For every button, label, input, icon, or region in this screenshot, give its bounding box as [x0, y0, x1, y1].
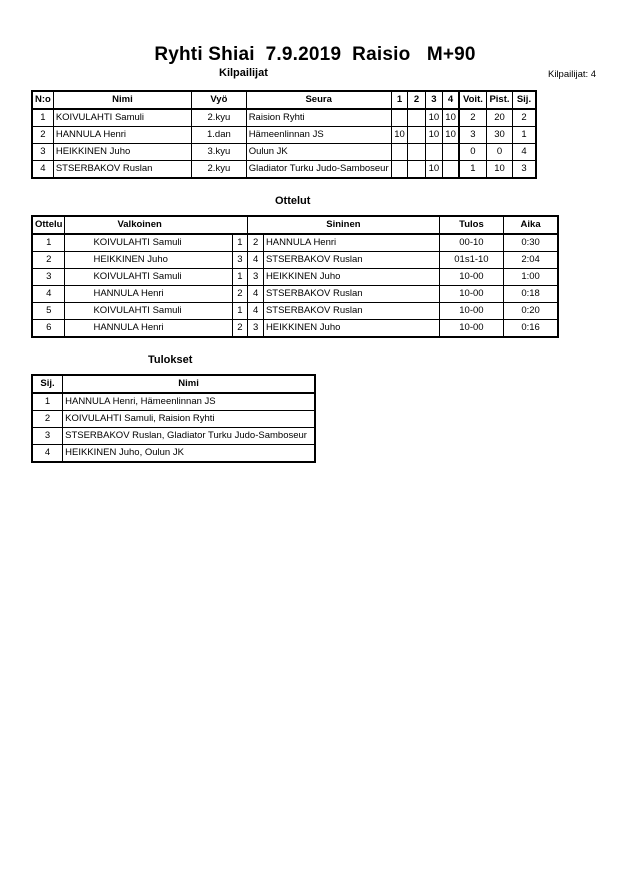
- match-no: 2: [32, 252, 65, 269]
- competitor-no: 4: [32, 161, 53, 179]
- competitor-r3: 10: [425, 109, 443, 127]
- match-white-no: 2: [232, 320, 248, 338]
- competitor-r4: 10: [443, 127, 459, 144]
- competitor-name: STSERBAKOV Ruslan: [53, 161, 191, 179]
- result-place: 3: [32, 428, 63, 445]
- col-header-r3: 3: [425, 91, 443, 109]
- match-blue: STSERBAKOV Ruslan: [263, 252, 439, 269]
- match-white-no: 2: [232, 286, 248, 303]
- match-blue-no: 4: [248, 286, 264, 303]
- competitor-belt: 2.kyu: [192, 109, 247, 127]
- competitor-club: Raision Ryhti: [246, 109, 391, 127]
- competitors-header-row: [32, 91, 536, 109]
- col-header-match: Ottelu: [32, 216, 65, 234]
- match-white: KOIVULAHTI Samuli: [65, 234, 232, 252]
- match-white-no: 1: [232, 269, 248, 286]
- col-header-wins: Voit.: [459, 91, 487, 109]
- table-row: [32, 109, 536, 127]
- competitor-belt: 2.kyu: [192, 161, 247, 179]
- competitor-r4: [443, 161, 459, 179]
- competitor-no: 2: [32, 127, 53, 144]
- col-header-result: Tulos: [439, 216, 503, 234]
- result-name: STSERBAKOV Ruslan, Gladiator Turku Judo-Samboseur: [63, 428, 315, 445]
- col-header-name: Nimi: [53, 91, 191, 109]
- match-white: HANNULA Henri: [65, 286, 232, 303]
- match-blue-no: 4: [248, 252, 264, 269]
- competitor-belt: 3.kyu: [192, 144, 247, 161]
- col-header-place: Sij.: [32, 375, 63, 393]
- result-place: 4: [32, 445, 63, 463]
- competitor-no: 1: [32, 109, 53, 127]
- results-table: [31, 374, 316, 463]
- match-white: KOIVULAHTI Samuli: [65, 269, 232, 286]
- match-white: HANNULA Henri: [65, 320, 232, 338]
- competitor-points: 10: [487, 161, 513, 179]
- page-title: Ryhti Shiai 7.9.2019 Raisio M+90: [154, 44, 476, 65]
- col-header-r1: 1: [391, 91, 408, 109]
- col-header-r4: 4: [443, 91, 459, 109]
- col-header-r2: 2: [408, 91, 425, 109]
- col-header-belt: Vyö: [192, 91, 247, 109]
- competitor-name: HEIKKINEN Juho: [53, 144, 191, 161]
- competitor-place: 4: [512, 144, 536, 161]
- competitor-r2: [408, 127, 425, 144]
- match-result: 01s1-10: [439, 252, 503, 269]
- match-no: 6: [32, 320, 65, 338]
- competitor-r1: [391, 109, 408, 127]
- match-white: HEIKKINEN Juho: [65, 252, 232, 269]
- competitor-wins: 2: [459, 109, 487, 127]
- match-time: 2:04: [504, 252, 558, 269]
- competitor-points: 20: [487, 109, 513, 127]
- competitor-place: 2: [512, 109, 536, 127]
- competitors-count: Kilpailijat: 4: [548, 69, 597, 80]
- match-white: KOIVULAHTI Samuli: [65, 303, 232, 320]
- table-row: [32, 161, 536, 179]
- competitor-place: 1: [512, 127, 536, 144]
- competitor-r4: 10: [443, 109, 459, 127]
- match-time: 0:18: [504, 286, 558, 303]
- match-no: 5: [32, 303, 65, 320]
- match-no: 4: [32, 286, 65, 303]
- col-header-points: Pist.: [487, 91, 513, 109]
- match-result: 00-10: [439, 234, 503, 252]
- match-blue: STSERBAKOV Ruslan: [263, 303, 439, 320]
- competitor-no: 3: [32, 144, 53, 161]
- competitor-r2: [408, 109, 425, 127]
- col-header-club: Seura: [246, 91, 391, 109]
- table-row: [32, 234, 558, 252]
- competitor-r2: [408, 161, 425, 179]
- result-place: 1: [32, 393, 63, 411]
- col-header-no: N:o: [32, 91, 53, 109]
- result-name: HEIKKINEN Juho, Oulun JK: [63, 445, 315, 463]
- competitor-r4: [443, 144, 459, 161]
- col-header-white: Valkoinen: [65, 216, 248, 234]
- competitors-table: [31, 90, 537, 179]
- match-blue: HEIKKINEN Juho: [263, 269, 439, 286]
- table-row: [32, 320, 558, 338]
- match-white-no: 1: [232, 234, 248, 252]
- match-no: 3: [32, 269, 65, 286]
- matches-heading: Ottelut: [275, 195, 311, 207]
- col-header-blue: Sininen: [248, 216, 439, 234]
- result-name: HANNULA Henri, Hämeenlinnan JS: [63, 393, 315, 411]
- table-row: [32, 428, 315, 445]
- competitor-name: HANNULA Henri: [53, 127, 191, 144]
- result-place: 2: [32, 411, 63, 428]
- match-blue: HEIKKINEN Juho: [263, 320, 439, 338]
- match-blue: HANNULA Henri: [263, 234, 439, 252]
- competitor-r3: [425, 144, 443, 161]
- competitor-r1: 10: [391, 127, 408, 144]
- competitor-r1: [391, 144, 408, 161]
- competitor-wins: 3: [459, 127, 487, 144]
- match-blue-no: 2: [248, 234, 264, 252]
- match-time: 0:16: [504, 320, 558, 338]
- competitor-r2: [408, 144, 425, 161]
- competitors-heading: Kilpailijat: [219, 67, 268, 79]
- matches-table: [31, 215, 559, 338]
- competitor-r3: 10: [425, 161, 443, 179]
- table-row: [32, 252, 558, 269]
- table-row: [32, 269, 558, 286]
- match-time: 0:20: [504, 303, 558, 320]
- match-white-no: 3: [232, 252, 248, 269]
- table-row: [32, 144, 536, 161]
- match-result: 10-00: [439, 269, 503, 286]
- competitor-place: 3: [512, 161, 536, 179]
- match-blue-no: 3: [248, 269, 264, 286]
- competitor-name: KOIVULAHTI Samuli: [53, 109, 191, 127]
- competitor-club: Oulun JK: [246, 144, 391, 161]
- match-result: 10-00: [439, 286, 503, 303]
- table-row: [32, 393, 315, 411]
- results-header-row: [32, 375, 315, 393]
- table-row: [32, 286, 558, 303]
- competitor-wins: 1: [459, 161, 487, 179]
- match-white-no: 1: [232, 303, 248, 320]
- competitor-r1: [391, 161, 408, 179]
- table-row: [32, 303, 558, 320]
- competitor-club: Hämeenlinnan JS: [246, 127, 391, 144]
- col-header-name: Nimi: [63, 375, 315, 393]
- result-name: KOIVULAHTI Samuli, Raision Ryhti: [63, 411, 315, 428]
- competitor-wins: 0: [459, 144, 487, 161]
- table-row: [32, 445, 315, 463]
- competitor-r3: 10: [425, 127, 443, 144]
- match-blue-no: 4: [248, 303, 264, 320]
- match-no: 1: [32, 234, 65, 252]
- match-time: 0:30: [504, 234, 558, 252]
- col-header-place: Sij.: [512, 91, 536, 109]
- competitor-belt: 1.dan: [192, 127, 247, 144]
- col-header-time: Aika: [504, 216, 558, 234]
- match-blue-no: 3: [248, 320, 264, 338]
- competitor-points: 30: [487, 127, 513, 144]
- competitor-points: 0: [487, 144, 513, 161]
- match-result: 10-00: [439, 320, 503, 338]
- table-row: [32, 411, 315, 428]
- competitor-club: Gladiator Turku Judo-Samboseur: [246, 161, 391, 179]
- match-result: 10-00: [439, 303, 503, 320]
- table-row: [32, 127, 536, 144]
- match-blue: STSERBAKOV Ruslan: [263, 286, 439, 303]
- match-time: 1:00: [504, 269, 558, 286]
- results-heading: Tulokset: [148, 354, 193, 366]
- matches-header-row: [32, 216, 558, 234]
